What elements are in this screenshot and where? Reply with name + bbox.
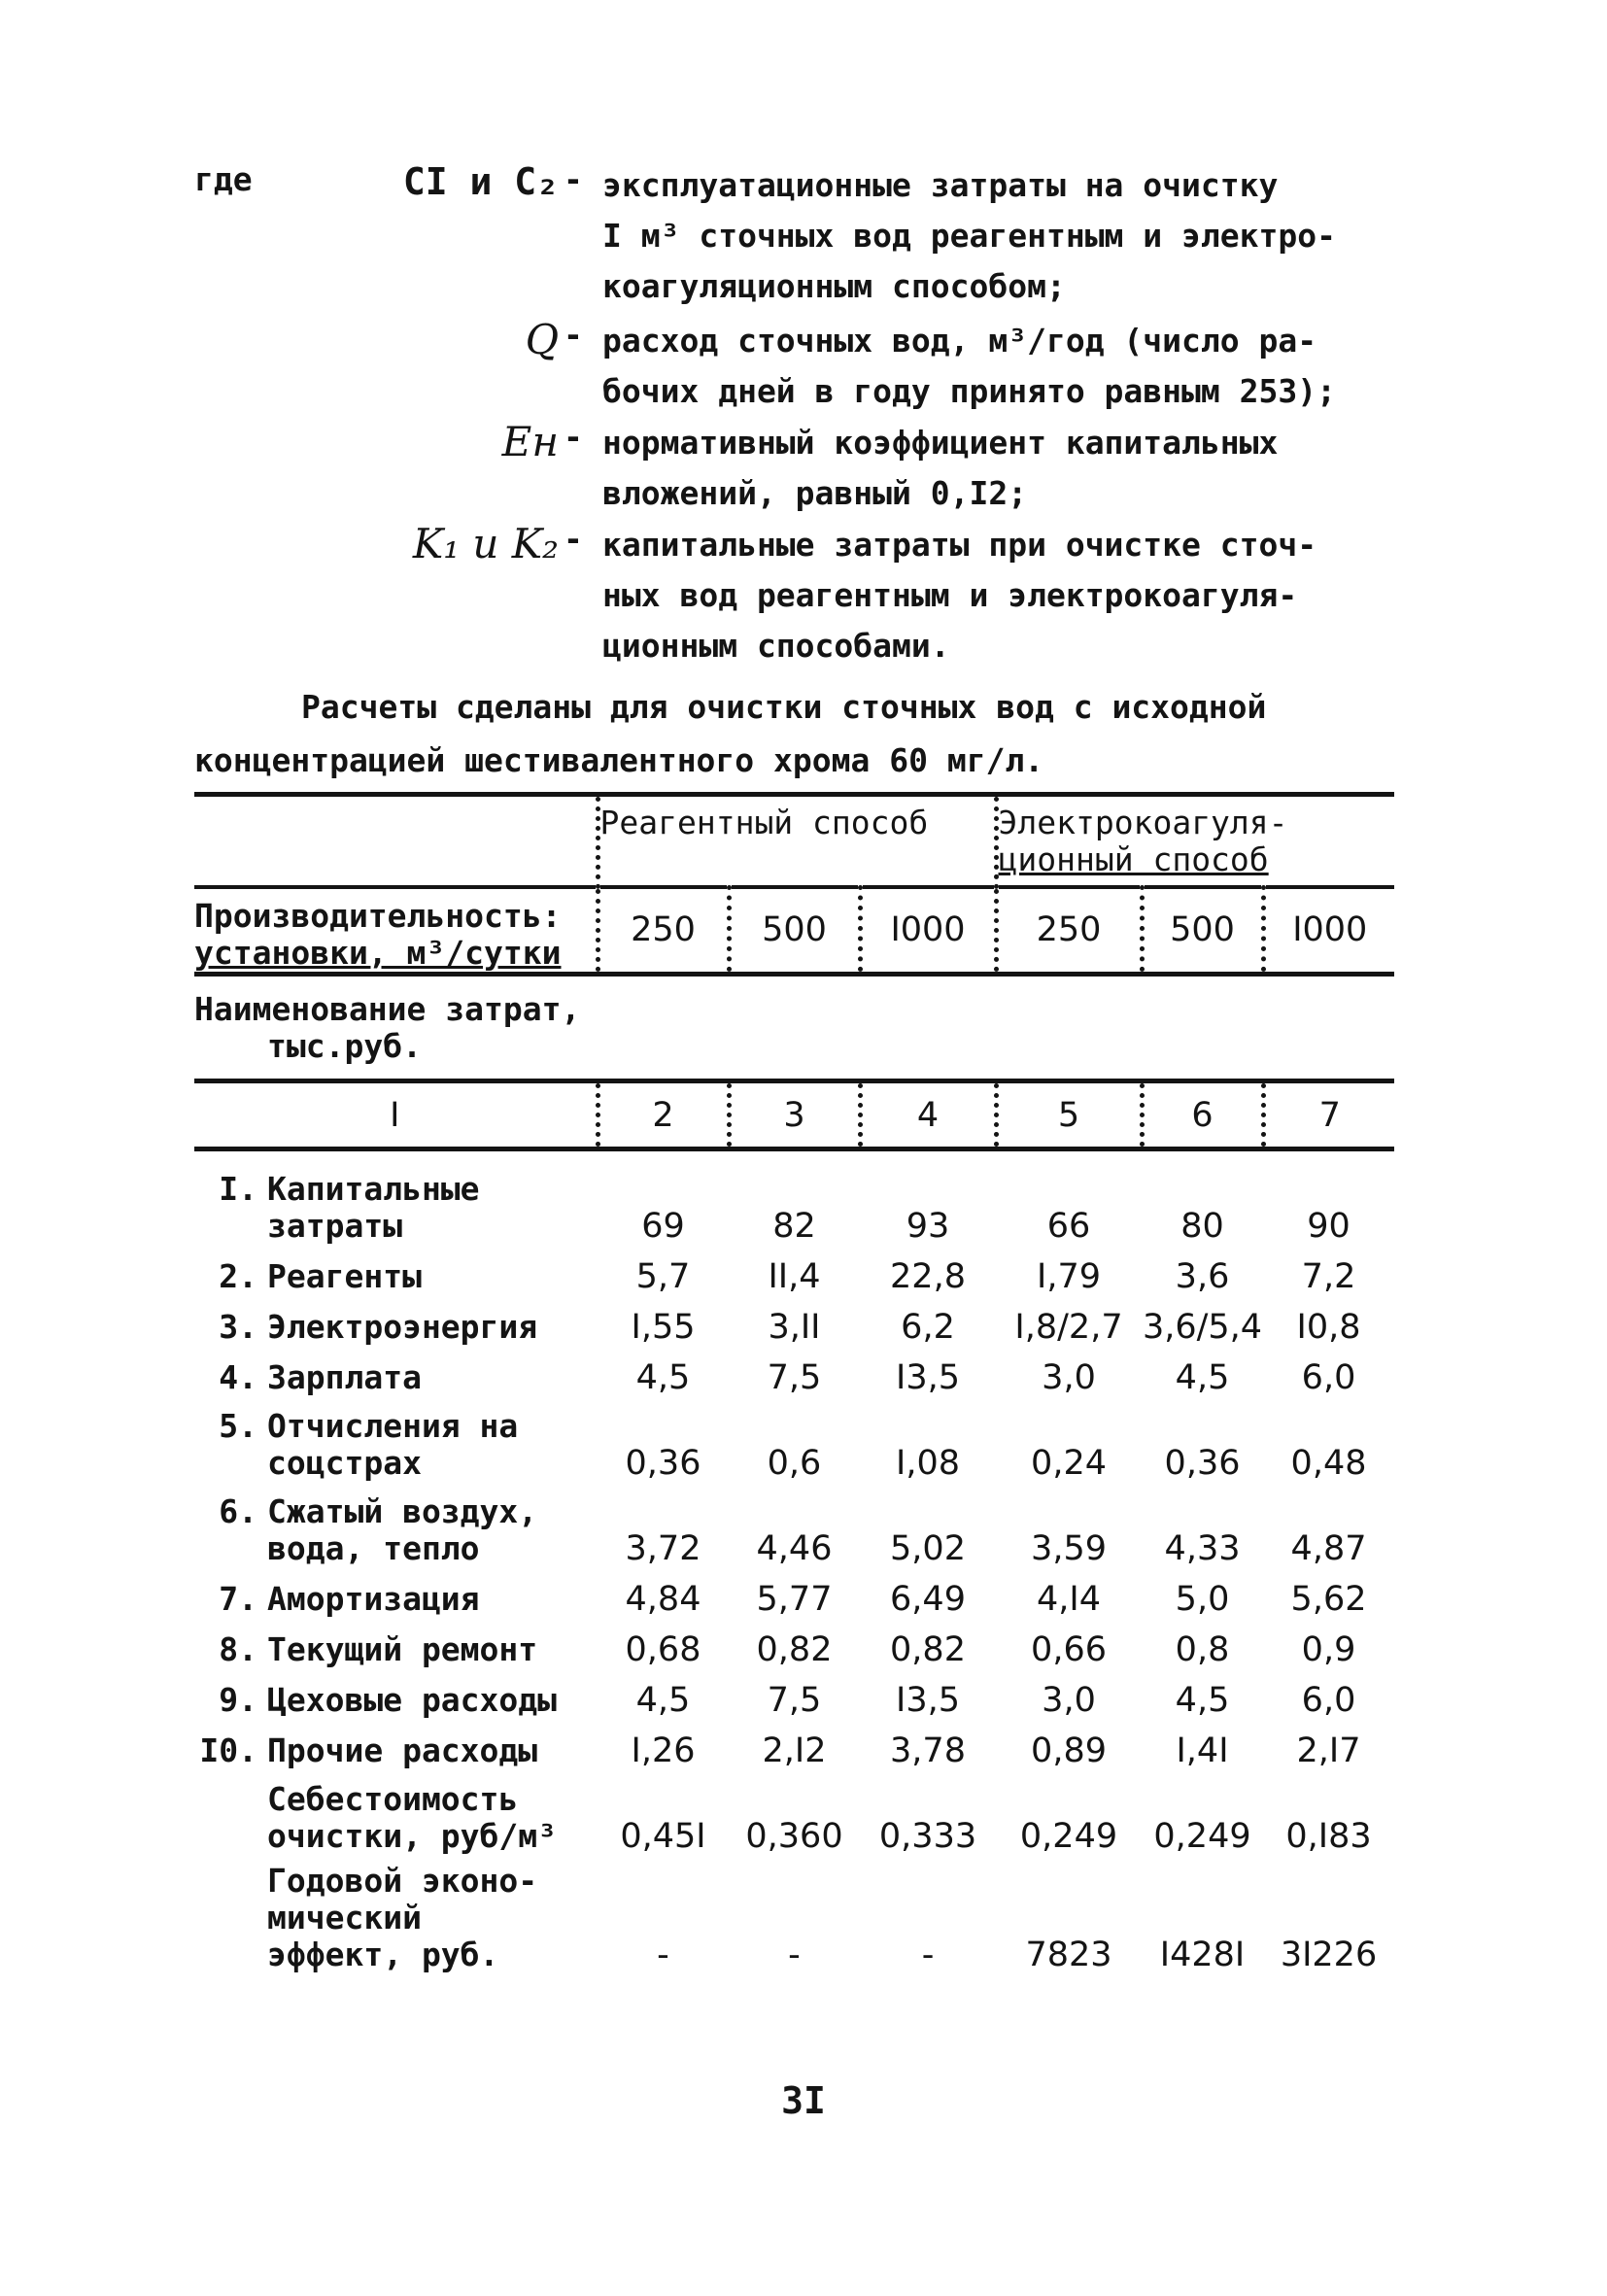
cost-value: 69: [641, 1207, 685, 1246]
paragraph-line-2: концентрацией шестивалентного хрома 60 мг/л.: [194, 741, 1044, 779]
cost-value: I,8/2,7: [1014, 1308, 1123, 1347]
q-symbol: Q: [525, 316, 559, 363]
cost-value: 0,82: [756, 1630, 833, 1669]
cost-value: 0,9: [1301, 1630, 1356, 1669]
cost-value: 5,02: [890, 1529, 966, 1568]
column-number: 5: [996, 1081, 1142, 1149]
row-number: 4.: [219, 1358, 257, 1396]
row-number: I0.: [199, 1731, 257, 1769]
k1-k2-symbol: K₁ и K₂: [412, 520, 559, 567]
cost-item-name: [194, 1482, 598, 1567]
cost-item-name: [194, 1396, 598, 1482]
cost-value: 4,5: [1175, 1681, 1230, 1720]
cost-value: 4,5: [635, 1681, 691, 1720]
cost-value: I,26: [631, 1731, 696, 1770]
capacity-value: I000: [1263, 887, 1394, 975]
cost-value: I0,8: [1296, 1308, 1361, 1347]
cost-value: 0,249: [1019, 1817, 1118, 1856]
capacity-value: 500: [1142, 887, 1263, 975]
cost-item-name: [194, 1149, 598, 1246]
cost-value: 6,0: [1301, 1681, 1356, 1720]
cost-value: 3,78: [890, 1731, 966, 1770]
cost-item-line: очистки, руб/м³: [267, 1817, 558, 1855]
cost-value: I428I: [1159, 1936, 1246, 1974]
cost-value: I3,5: [896, 1681, 960, 1720]
cost-item-line: Амортизация: [267, 1580, 480, 1618]
cost-item-name: [194, 1295, 598, 1346]
cost-value: 0,45I: [620, 1817, 706, 1856]
costs-label-row: [194, 975, 1394, 1081]
cost-value: 7823: [1025, 1936, 1112, 1974]
cost-item-name: [194, 1769, 598, 1855]
column-number: I: [194, 1081, 598, 1149]
cost-value: 3,II: [768, 1308, 821, 1347]
definition-text: [602, 418, 1457, 519]
definition-text: [602, 316, 1457, 417]
cost-value: 0,8: [1175, 1630, 1230, 1669]
cost-value: 93: [906, 1207, 950, 1246]
table-row: [194, 1618, 1394, 1668]
definition-line: ционным способами.: [602, 627, 950, 665]
cost-item-name: [194, 1719, 598, 1769]
cost-item-line: Отчисления на: [267, 1407, 519, 1445]
cost-item-line: соцстрах: [267, 1444, 422, 1482]
definition-dash: -: [564, 418, 583, 456]
definition-line: коагуляционным способом;: [602, 267, 1066, 305]
cost-item-line: Сжатый воздух,: [267, 1492, 538, 1530]
cost-value: 2,I7: [1296, 1731, 1361, 1770]
definition-line: бочих дней в году принято равным 253);: [602, 372, 1336, 410]
cost-value: I,4I: [1176, 1731, 1229, 1770]
table-row: [194, 1567, 1394, 1618]
cost-item-name: [194, 1346, 598, 1396]
cost-value: I,55: [631, 1308, 696, 1347]
cost-value: 90: [1307, 1207, 1351, 1246]
cost-item-line: затраты: [267, 1207, 403, 1245]
en-symbol: Ен: [501, 418, 559, 465]
cost-value: 7,5: [767, 1681, 822, 1720]
cost-item-line: Годовой эконо-: [267, 1862, 538, 1900]
cost-value: 7,5: [767, 1358, 822, 1397]
cost-value: 3,0: [1042, 1681, 1096, 1720]
cost-value: 3,59: [1031, 1529, 1107, 1568]
row-number: [194, 1781, 267, 1855]
column-number-row: [194, 1081, 1394, 1149]
capacity-row: [194, 887, 1394, 975]
cost-item-name: [194, 1567, 598, 1618]
cost-value: 0,333: [878, 1817, 977, 1856]
reagent-method-header: Реагентный способ: [598, 795, 996, 887]
column-number: 7: [1263, 1081, 1394, 1149]
cost-value: 0,66: [1031, 1630, 1107, 1669]
table-row: [194, 1295, 1394, 1346]
cost-value: 2,I2: [762, 1731, 827, 1770]
cost-value: 4,46: [756, 1529, 833, 1568]
cost-value: 22,8: [890, 1257, 966, 1296]
costs-label: Наименование затрат, тыс.руб.: [194, 989, 581, 1065]
row-number: 8.: [219, 1630, 257, 1668]
row-number: 3.: [219, 1308, 257, 1346]
cost-value: 0,249: [1153, 1817, 1251, 1856]
cost-item-name: [194, 1245, 598, 1295]
capacity-value: 250: [996, 887, 1142, 975]
cost-value: 7,2: [1301, 1257, 1356, 1296]
definition-line: эксплуатационные затраты на очистку: [602, 166, 1279, 204]
cost-value: 0,36: [1164, 1444, 1241, 1483]
column-number: 3: [729, 1081, 860, 1149]
cost-value: 6,2: [901, 1308, 955, 1347]
cost-value: 0,360: [745, 1817, 843, 1856]
electro-method-header: Электрокоагуля- ционный способ: [996, 795, 1394, 887]
cost-value: 4,33: [1164, 1529, 1241, 1568]
column-number: 2: [598, 1081, 729, 1149]
cost-value: 6,0: [1301, 1358, 1356, 1397]
table-row: [194, 1346, 1394, 1396]
cost-item-line: Капитальные: [267, 1170, 480, 1208]
cost-value: 0,68: [625, 1630, 701, 1669]
cost-value: 6,49: [890, 1580, 966, 1619]
definition-line: I м³ сточных вод реагентным и электро-: [602, 217, 1336, 255]
cost-value: -: [788, 1936, 801, 1974]
cost-value: 3,6: [1175, 1257, 1230, 1296]
table-row: [194, 1719, 1394, 1769]
cost-item-line: Цеховые расходы: [267, 1681, 558, 1719]
cost-value: 5,0: [1175, 1580, 1230, 1619]
definition-line: нормативный коэффициент капитальных: [602, 424, 1279, 462]
table-row: [194, 1149, 1394, 1246]
cost-item-name: [194, 1855, 598, 1973]
paragraph-line-1: Расчеты сделаны для очистки сточных вод с исходной: [301, 688, 1267, 726]
cost-comparison-table: [194, 792, 1394, 1973]
cost-value: 0,I83: [1285, 1817, 1372, 1856]
table-row: [194, 1668, 1394, 1719]
cost-value: 4,5: [635, 1358, 691, 1397]
cost-value: 4,I4: [1037, 1580, 1101, 1619]
table-row: [194, 1245, 1394, 1295]
table-row: [194, 1769, 1394, 1855]
cost-value: 82: [772, 1207, 816, 1246]
cost-item-line: Прочие расходы: [267, 1731, 538, 1769]
cost-value: 3,72: [625, 1529, 701, 1568]
definition-dash: -: [564, 520, 583, 558]
cost-value: 0,24: [1031, 1444, 1107, 1483]
cost-value: 4,84: [625, 1580, 701, 1619]
cost-item-line: Зарплата: [267, 1358, 422, 1396]
cost-value: I,08: [896, 1444, 960, 1483]
cost-value: -: [921, 1936, 935, 1974]
definition-line: расход сточных вод, м³/год (число ра-: [602, 322, 1317, 360]
cost-value: 4,87: [1290, 1529, 1367, 1568]
page-number: 3I: [781, 2079, 826, 2122]
table-row: [194, 1396, 1394, 1482]
group-header-row: [194, 795, 1394, 887]
cost-value: -: [657, 1936, 669, 1974]
column-number: 4: [860, 1081, 996, 1149]
cost-value: 0,36: [625, 1444, 701, 1483]
capacity-label: Производительность: установки, м³/сутки: [194, 887, 598, 975]
row-number: [194, 1863, 267, 1973]
cost-value: 3,6/5,4: [1142, 1308, 1263, 1347]
cost-item-line: Текущий ремонт: [267, 1630, 538, 1668]
capacity-value: I000: [860, 887, 996, 975]
cost-item-name: [194, 1668, 598, 1719]
table-row: [194, 1482, 1394, 1567]
cost-value: 5,62: [1290, 1580, 1367, 1619]
cost-value: 66: [1046, 1207, 1091, 1246]
definition-dash: -: [564, 160, 583, 198]
column-number: 6: [1142, 1081, 1263, 1149]
definition-text: [602, 160, 1457, 312]
row-number: 6.: [219, 1492, 257, 1530]
cost-item-line: Электроэнергия: [267, 1308, 538, 1346]
calculation-paragraph: [194, 680, 1409, 787]
definition-line: вложений, равный 0,I2;: [602, 474, 1028, 512]
cost-item-line: Реагенты: [267, 1257, 422, 1295]
cost-item-line: мический: [267, 1899, 422, 1936]
cost-value: I3,5: [896, 1358, 960, 1397]
definition-dash: -: [564, 316, 583, 354]
c1-c2-symbol: CІ и C₂: [402, 160, 559, 203]
where-word: где: [194, 160, 253, 198]
table-row: [194, 1855, 1394, 1973]
capacity-value: 250: [598, 887, 729, 975]
definition-text: [602, 520, 1457, 671]
cost-value: 0,89: [1031, 1731, 1107, 1770]
cost-value: I,79: [1037, 1257, 1101, 1296]
cost-value: 3I226: [1280, 1936, 1378, 1974]
cost-value: 4,5: [1175, 1358, 1230, 1397]
cost-value: 5,77: [756, 1580, 833, 1619]
definition-line: ных вод реагентным и электрокоагуля-: [602, 576, 1298, 614]
cost-item-line: вода, тепло: [267, 1529, 480, 1567]
row-number: 5.: [219, 1407, 257, 1445]
definition-line: капитальные затраты при очистке сточ-: [602, 526, 1317, 564]
cost-item-line: эффект, руб.: [267, 1936, 499, 1973]
cost-value: 0,82: [890, 1630, 966, 1669]
row-number: 2.: [219, 1257, 257, 1295]
cost-value: 80: [1180, 1207, 1224, 1246]
cost-item-name: [194, 1618, 598, 1668]
row-number: I.: [219, 1170, 257, 1208]
cost-value: 0,6: [767, 1444, 822, 1483]
row-number: 7.: [219, 1580, 257, 1618]
cost-value: 3,0: [1042, 1358, 1096, 1397]
capacity-value: 500: [729, 887, 860, 975]
row-number: 9.: [219, 1681, 257, 1719]
cost-value: II,4: [768, 1257, 821, 1296]
cost-value: 0,48: [1290, 1444, 1367, 1483]
cost-item-line: Себестоимость: [267, 1780, 519, 1818]
cost-value: 5,7: [635, 1257, 691, 1296]
